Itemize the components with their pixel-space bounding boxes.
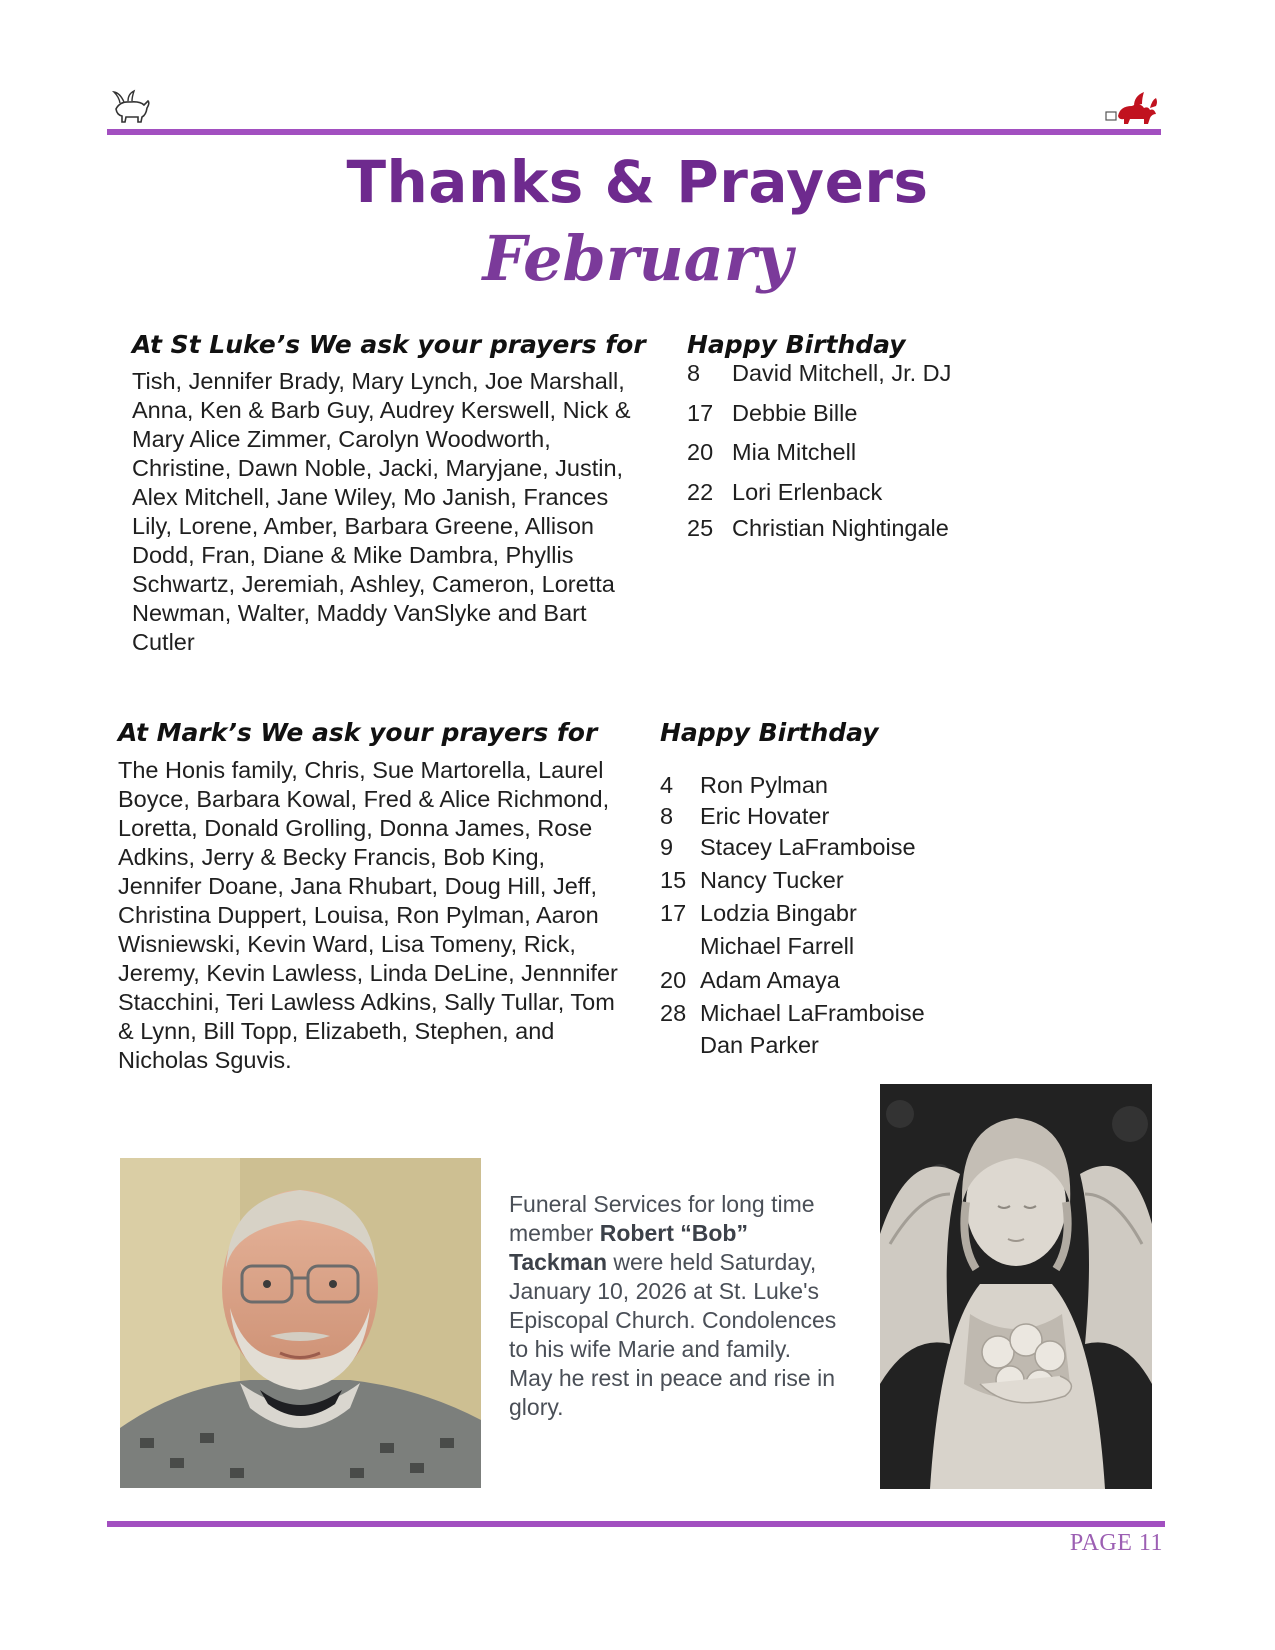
birthday-row: [660, 900, 857, 927]
bottom-divider: [107, 1521, 1165, 1527]
birthday-name: Stacey LaFramboise: [700, 834, 916, 860]
birthday-name: Eric Hovater: [700, 803, 830, 829]
page-title: Thanks & Prayers: [346, 148, 929, 216]
birthday-row: [660, 967, 840, 994]
birthday-row: [660, 933, 854, 960]
birthday-row: [660, 1000, 925, 1027]
birthday-name: Lori Erlenback: [732, 479, 883, 505]
st-marks-birthday-heading: Happy Birthday: [660, 718, 879, 747]
st-marks-prayer-names: The Honis family, Chris, Sue Martorella, Laurel Boyce, Barbara Kowal, Fred & Alice Richmond, Loretta, Donald Grolling, Donna James, Rose Adkins, Jerry & Becky Francis, Bob King, Jennifer Doane, Jana Rhubart, Doug Hill, Jeff, Christina Duppert, Louisa, Ron Pylman, Aaron Wisniewski, Kevin Ward, Lisa Tomeny, Rick, Jeremy, Kevin Lawless, Linda DeLine, Jennnifer Stacchini, Teri Lawless Adkins, Sally Tullar, Tom & Lynn, Bill Topp, Elizabeth, Stephen, and Nicholas Sguvis.: [118, 757, 618, 1073]
birthday-day: 4: [660, 772, 674, 798]
st-lukes-birthday-list: [687, 360, 987, 550]
top-divider: [107, 129, 1161, 135]
birthday-name: Adam Amaya: [700, 967, 840, 993]
birthday-row: [687, 515, 949, 542]
birthday-name: Mia Mitchell: [732, 439, 857, 465]
st-marks-prayers-heading: At Mark’s We ask your prayers for: [118, 718, 598, 747]
birthday-name: David Mitchell, Jr. DJ: [732, 360, 952, 386]
birthday-row: [660, 867, 844, 894]
winged-lion-logo-icon: [1104, 88, 1164, 128]
birthday-name: Christian Nightingale: [732, 515, 949, 541]
birthday-day: 15: [660, 867, 687, 893]
st-marks-birthday-list: [660, 772, 960, 1058]
birthday-row: [660, 1032, 819, 1059]
memorial-text-after: were held Saturday, January 10, 2026 at St. Luke's Episcopal Church. Condolences to his wife Marie and family. May he rest in peace and rise in glory.: [509, 1249, 837, 1420]
memorial-portrait-photo: [120, 1158, 481, 1488]
birthday-day: 22: [687, 479, 714, 505]
birthday-name: Michael Farrell: [700, 933, 855, 959]
winged-ox-logo-icon: [110, 89, 154, 123]
birthday-day: 25: [687, 515, 714, 541]
memorial-text-before: Funeral Services for long time member: [509, 1191, 815, 1246]
birthday-row: [660, 803, 829, 830]
birthday-row: [687, 479, 882, 506]
st-lukes-prayer-names: Tish, Jennifer Brady, Mary Lynch, Joe Marshall, Anna, Ken & Barb Guy, Audrey Kerswell, Nick & Mary Alice Zimmer, Carolyn Woodworth, Christine, Dawn Noble, Jacki, Maryjane, Justin, Alex Mitchell, Jane Wiley, Mo Janish, Frances Lily, Lorene, Amber, Barbara Greene, Allison Dodd, Fran, Diane & Mike Dambra, Phyllis Schwartz, Jeremiah, Ashley, Cameron, Loretta Newman, Walter, Maddy VanSlyke and Bart Cutler: [132, 368, 631, 655]
birthday-day: 17: [660, 900, 687, 926]
st-lukes-prayers-heading: At St Luke’s We ask your prayers for: [132, 330, 646, 359]
birthday-name: Ron Pylman: [700, 772, 828, 798]
birthday-name: Michael LaFramboise: [700, 1000, 925, 1026]
birthday-row: [660, 772, 828, 799]
page-subtitle: February: [482, 222, 793, 295]
birthday-row: [687, 400, 857, 427]
birthday-row: [660, 834, 916, 861]
page-number: PAGE 11: [1069, 1530, 1163, 1556]
birthday-day: 20: [660, 967, 687, 993]
birthday-day: 20: [687, 439, 714, 465]
birthday-day: 8: [660, 803, 674, 829]
birthday-row: [687, 439, 856, 466]
memorial-name: Robert “Bob” Tackman: [509, 1220, 748, 1275]
angel-statue-photo: [880, 1084, 1152, 1489]
birthday-name: Nancy Tucker: [700, 867, 844, 893]
birthday-day: 28: [660, 1000, 687, 1026]
birthday-name: Lodzia Bingabr: [700, 900, 857, 926]
memorial-notice: [509, 1190, 839, 1422]
birthday-day: 17: [687, 400, 714, 426]
birthday-row: [687, 360, 951, 387]
birthday-name: Dan Parker: [700, 1032, 819, 1058]
st-lukes-birthday-heading: Happy Birthday: [687, 330, 906, 359]
birthday-day: 8: [687, 360, 701, 386]
birthday-day: 9: [660, 834, 674, 860]
birthday-name: Debbie Bille: [732, 400, 858, 426]
